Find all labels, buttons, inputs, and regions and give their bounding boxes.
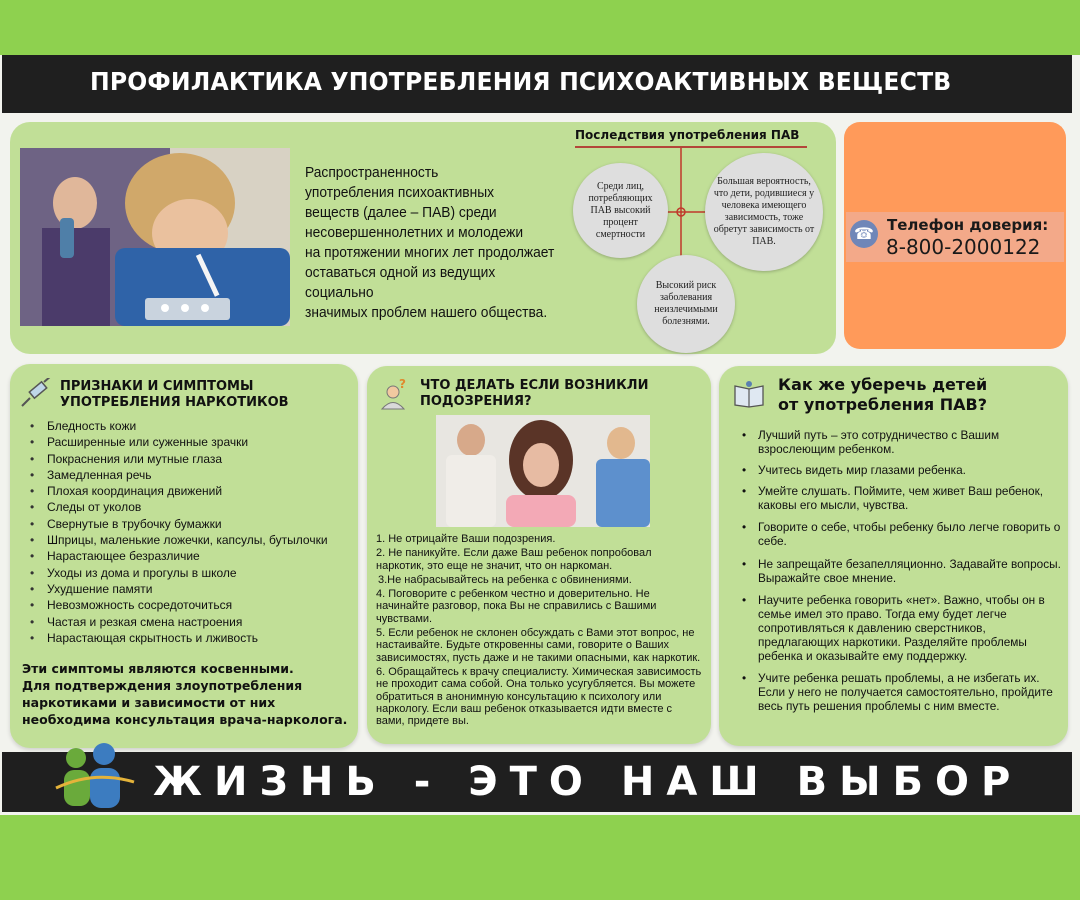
list-item: • Учитесь видеть мир глазами ребенка. [738, 463, 1063, 477]
list-item: 4. Поговорите с ребенком честно и доверительно. Не начинайте разговор, пока Вы не справились с Вашими чувствами. [376, 588, 657, 625]
hotline-number[interactable]: 8-800-2000122 [886, 235, 1041, 259]
list-item: • Невозможность сосредоточиться [30, 597, 350, 613]
header-bar [2, 55, 1072, 113]
list-item: 6. Обращайтесь к врачу специалисту. Химическая зависимость не проходит сама собой. Она только усугубляется. Вы можете обратиться в анонимную консультацию к психологу или наркологу. Если ваш ребенок отказывается идти вместе с вами, придете вы. [376, 665, 702, 728]
consequences-title: Последствия употребления ПАВ [575, 128, 800, 142]
phone-icon: ☎ [850, 220, 878, 248]
footer-slogan: ЖИЗНЬ - ЭТО НАШ ВЫБОР [153, 759, 1023, 805]
symptoms-list [30, 418, 350, 646]
list-item: • Научите ребенка говорить «нет». Важно, чтобы он в семье имел это право. Тогда ему будет легче сопротивляться к давлению сверстников, предлагающих наркотики. Разделяйте проблемы ребенка и оказывайте ему поддержку. [738, 593, 1063, 663]
teen-drug-photo-illustration [20, 148, 290, 326]
intro-text: Распространенность употребления психоактивных веществ (далее – ПАВ) среди несовершеннолетних и молодежи на протяжении многих лет продолжает оставаться одной из ведущих социально значимых проблем нашего общества. [305, 164, 555, 321]
list-item: • Уходы из дома и прогулы в школе [30, 565, 350, 581]
list-item: 2. Не паникуйте. Если даже Ваш ребенок попробовал наркотик, это еще не значит, что он наркоман. [376, 547, 652, 572]
list-item: • Нарастающее безразличие [30, 548, 350, 564]
list-item: • Не запрещайте безапелляционно. Задавайте вопросы. Выражайте свое мнение. [738, 557, 1063, 585]
list-item: • Учите ребенка решать проблемы, а не избегать их. Если у него не получается самостоятельно, пройдите весь путь решения проблемы с ним вместе. [738, 671, 1063, 713]
svg-text:?: ? [399, 378, 406, 391]
list-item: • Говорите о себе, чтобы ребенку было легче говорить о себе. [738, 520, 1063, 548]
teen-drug-photo [20, 148, 290, 326]
list-item: • Умейте слушать. Поймите, чем живет Ваш ребенок, каковы его мысли, чувства. [738, 484, 1063, 512]
page-title: ПРОФИЛАКТИКА УПОТРЕБЛЕНИЯ ПСИХОАКТИВНЫХ ВЕЩЕСТВ [90, 67, 952, 96]
list-item: • Шприцы, маленькие ложечки, капсулы, бутылочки [30, 532, 350, 548]
syringe-icon [20, 378, 54, 414]
list-item: 5. Если ребенок не склонен обсуждать с Вами этот вопрос, не настаивайте. Будьте откровенны сами, говорите о Ваших зависимостях, пусть даже и не такими опасными, как наркотик. [376, 627, 701, 664]
symptoms-title-line2: УПОТРЕБЛЕНИЯ НАРКОТИКОВ [60, 395, 289, 410]
suspicion-advice [376, 533, 702, 729]
suspicion-title-line2: ПОДОЗРЕНИЯ? [420, 394, 532, 409]
consequence-circle-heredity: Большая вероятность, что дети, родившиеся у человека имеющего зависимость, тоже обретут зависимость от ПАВ. [705, 153, 823, 271]
question-person-icon [380, 378, 410, 416]
symptoms-note: Эти симптомы являются косвенными. Для подтверждения злоупотребления наркотиками и зависимости от них необходима консультация врача-нарколога. [22, 661, 348, 727]
list-item: • Нарастающая скрытность и лживость [30, 630, 350, 646]
list-item: • Ухудшение памяти [30, 581, 350, 597]
list-item: 1. Не отрицайте Ваши подозрения. [376, 533, 556, 545]
list-item: • Лучший путь – это сотрудничество с Вашим взрослеющим ребенком. [738, 428, 1063, 456]
list-item: • Расширенные или суженные зрачки [30, 434, 350, 450]
family-conflict-photo [436, 415, 650, 527]
family-logo-icon [54, 740, 138, 812]
suspicion-title-line1: ЧТО ДЕЛАТЬ ЕСЛИ ВОЗНИКЛИ [420, 378, 649, 393]
prevention-list [738, 428, 1063, 713]
symptoms-title-line1: ПРИЗНАКИ И СИМПТОМЫ [60, 379, 254, 394]
list-item: • Плохая координация движений [30, 483, 350, 499]
consequence-circle-disease: Высокий риск заболевания неизлечимыми болезнями. [637, 255, 735, 353]
list-item: • Свернутые в трубочку бумажки [30, 516, 350, 532]
prevention-title-line2: от употребления ПАВ? [778, 395, 987, 414]
book-info-icon [733, 380, 765, 414]
hotline-label: Телефон доверия: [887, 216, 1049, 234]
consequence-circle-mortality: Среди лиц, потребляющих ПАВ высокий процент смертности [573, 163, 668, 258]
list-item: • Частая и резкая смена настроения [30, 614, 350, 630]
list-item: • Замедленная речь [30, 467, 350, 483]
prevention-title-line1: Как же уберечь детей [778, 375, 988, 394]
list-item: • Покраснения или мутные глаза [30, 451, 350, 467]
list-item: • Следы от уколов [30, 499, 350, 515]
list-item: 3.Не набрасывайтесь на ребенка с обвинениями. [378, 573, 632, 586]
list-item: • Бледность кожи [30, 418, 350, 434]
